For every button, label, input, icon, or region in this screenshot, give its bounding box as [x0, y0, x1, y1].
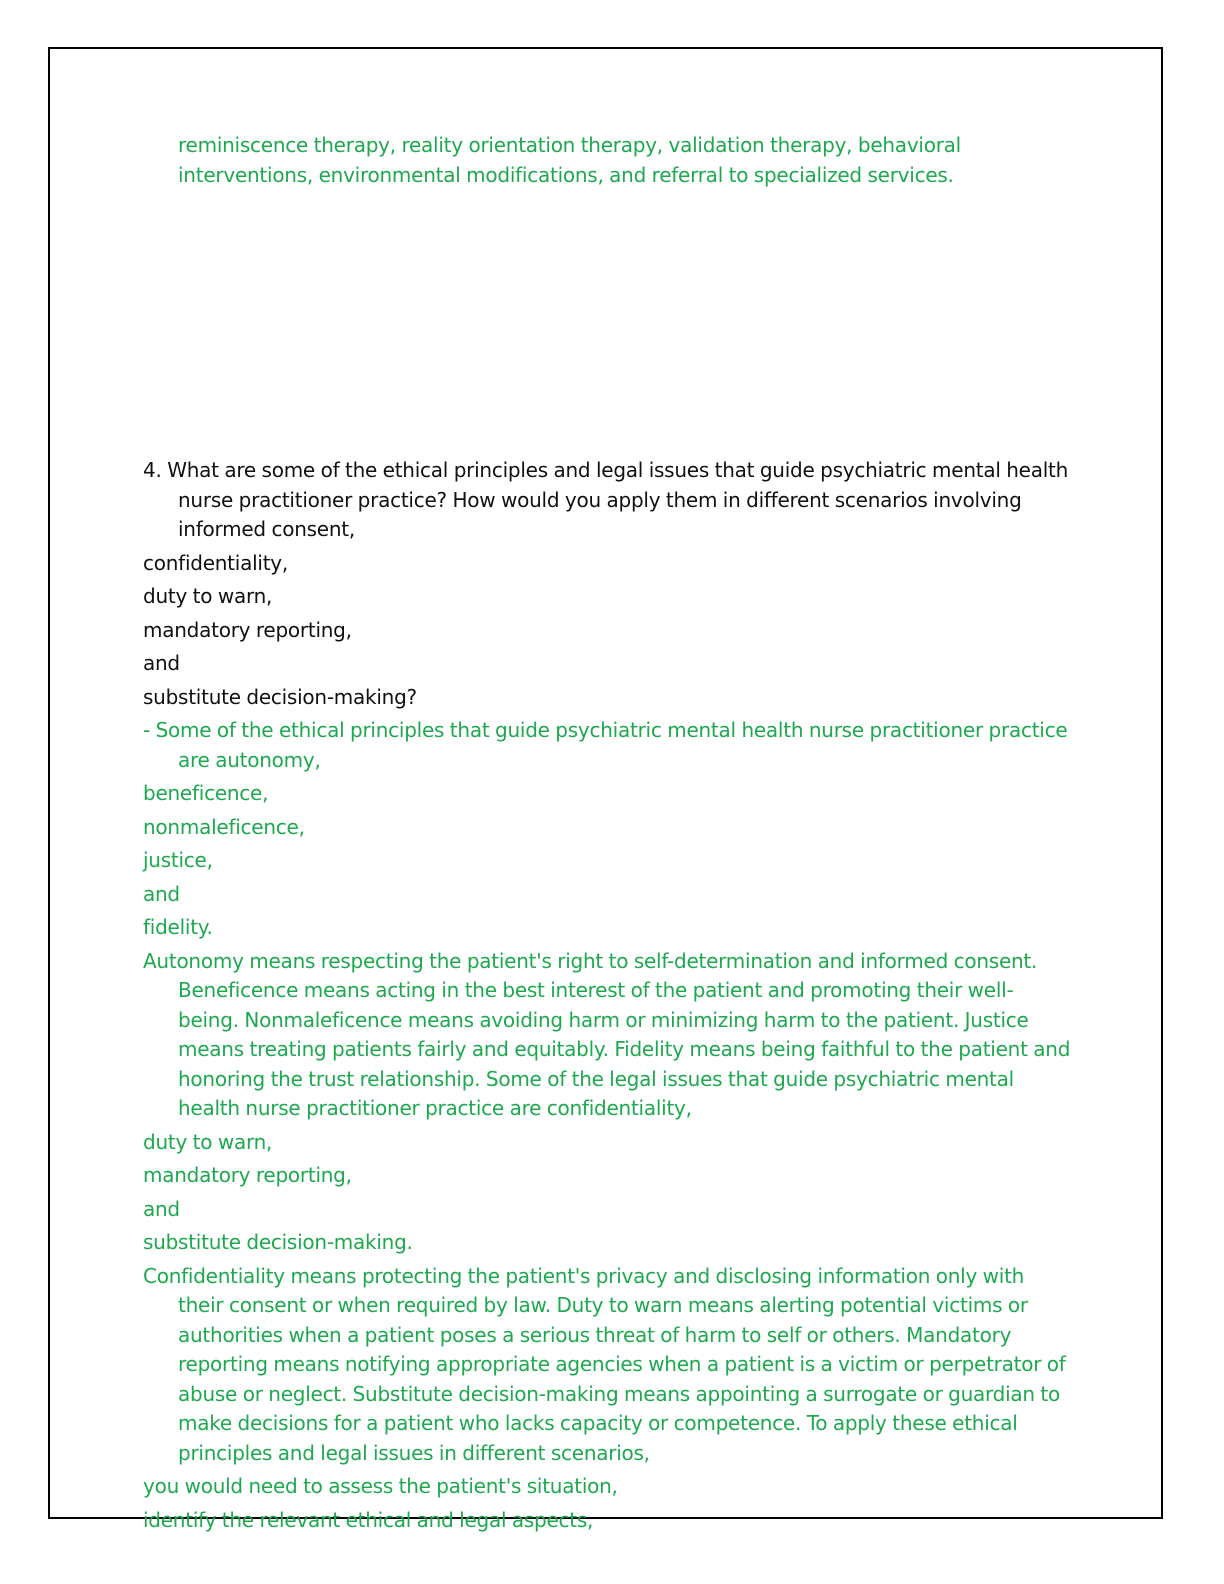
legal-item: substitute decision-making.: [143, 1230, 413, 1254]
principle-item: justice,: [143, 848, 213, 872]
principle-item: beneficence,: [143, 781, 269, 805]
legal-explanation: Confidentiality means protecting the patient's privacy and disclosing information only with their consent or when required by law. Duty to warn means alerting potential victims or authorities when a patient poses a serious threat of harm to self or others. Mandatory reporting means notifying appropriate agencies when a patient is a victim or perpetrator of abuse or neglect. Substitute decision-making means appointing a surrogate or guardian to make decisions for a patient who lacks capacity or competence. To apply these ethical principles and legal issues in different scenarios,: [143, 1263, 1066, 1465]
legal-item: mandatory reporting,: [143, 1163, 352, 1187]
question-answer-block: [143, 456, 1073, 1535]
closing-item: identify the relevant ethical and legal aspects,: [143, 1507, 594, 1532]
closing-item: you would need to assess the patient's situation,: [143, 1474, 618, 1498]
principle-item: fidelity.: [143, 915, 213, 939]
legal-item: and: [143, 1196, 180, 1221]
principle-item: nonmaleficence,: [143, 814, 305, 839]
legal-item: duty to warn,: [143, 1129, 273, 1154]
continuation-paragraph: reminiscence therapy, reality orientation therapy, validation therapy, behavioral interventions, environmental modifications, and referral to specialized services.: [178, 133, 961, 187]
question-item: mandatory reporting,: [143, 617, 352, 642]
answer-intro: - Some of the ethical principles that guide psychiatric mental health nurse practitioner practice are autonomy,: [143, 718, 1068, 772]
top-continuation-block: [143, 131, 1073, 190]
principles-explanation: Autonomy means respecting the patient's right to self-determination and informed consent. Beneficence means acting in the best interest of the patient and promoting their well-being. Nonmaleficence means avoiding harm or minimizing harm to the patient. Justice means treating patients fairly and equitably. Fidelity means being faithful to the patient and honoring the trust relationship. Some of the legal issues that guide psychiatric mental health nurse practitioner practice are confidentiality,: [143, 948, 1071, 1120]
principle-item: and: [143, 881, 180, 906]
question-item: and: [143, 651, 180, 675]
question-text: 4. What are some of the ethical principles and legal issues that guide psychiatric mental health nurse practitioner practice? How would you apply them in different scenarios involving informed consent,: [143, 458, 1069, 541]
question-item: duty to warn,: [143, 584, 273, 608]
question-item: substitute decision-making?: [143, 684, 417, 709]
question-item: confidentiality,: [143, 550, 288, 575]
